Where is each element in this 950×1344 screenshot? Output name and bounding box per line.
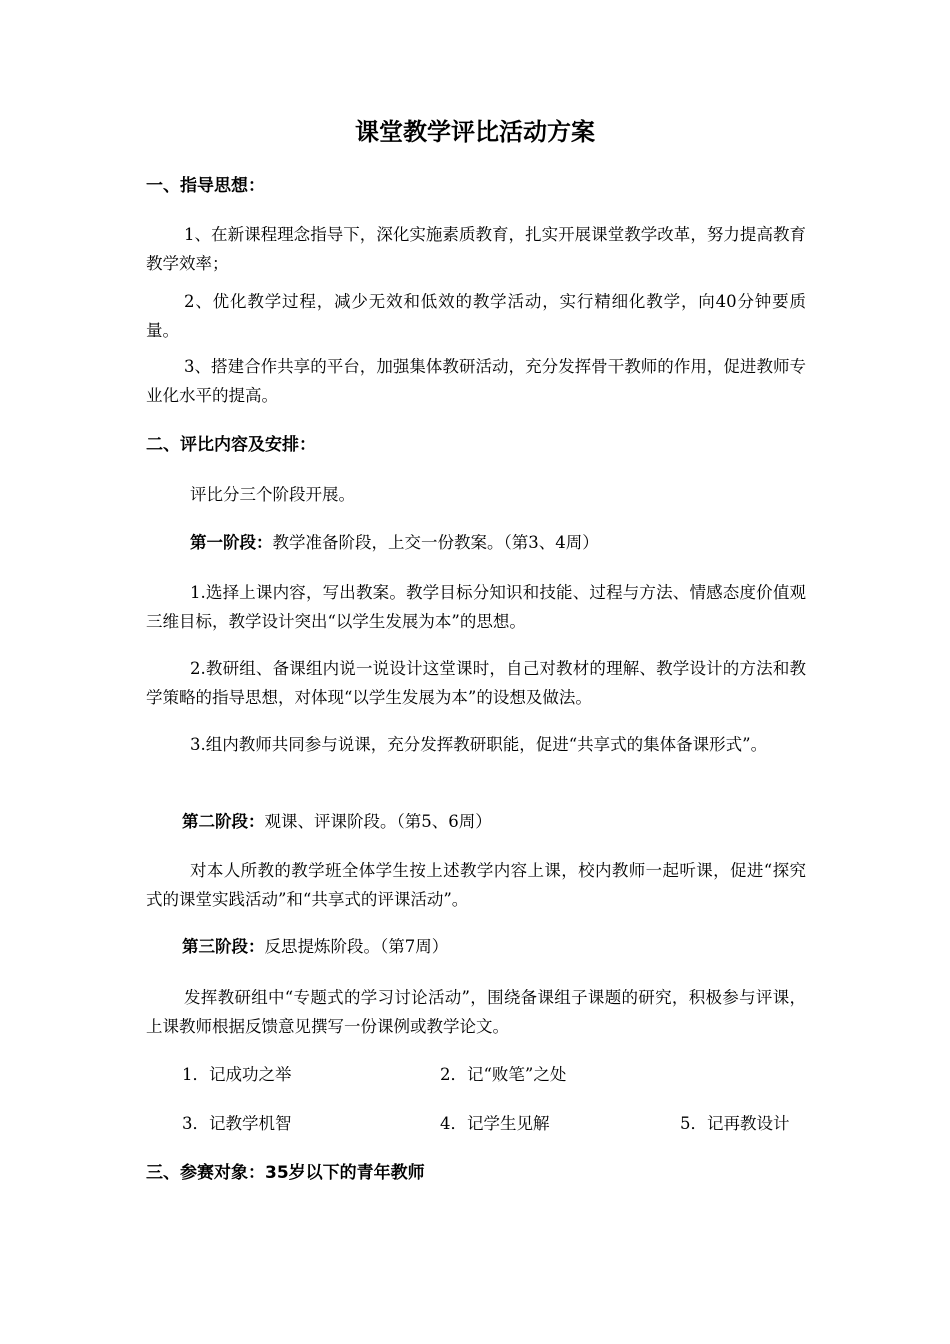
paragraph-guiding-3: 3、搭建合作共享的平台，加强集体教研活动，充分发挥骨干教师的作用，促进教师专业化水平的提高。 <box>146 357 806 405</box>
stage3-label: 第三阶段： <box>182 937 265 956</box>
reflection-item-5: 5．记再教设计 <box>680 1114 790 1133</box>
stage1-label: 第一阶段： <box>190 533 273 552</box>
section-heading-participants: 三、参赛对象：35岁以下的青年教师 <box>146 1163 425 1183</box>
stage1-item-3: 3.组内教师共同参与说课，充分发挥教研职能，促进“共享式的集体备课形式”。 <box>190 735 768 754</box>
stage2-text: 观课、评课阶段。（第5、6周） <box>264 812 492 831</box>
reflection-item-3: 3．记教学机智 <box>182 1114 292 1133</box>
section-heading-guiding-ideas: 一、指导思想： <box>146 176 265 196</box>
reflection-item-4: 4．记学生见解 <box>440 1114 550 1133</box>
stage1-line <box>190 530 599 556</box>
reflection-item-2: 2．记“败笔”之处 <box>440 1065 567 1084</box>
paragraph-guiding-2: 2、优化教学过程，减少无效和低效的教学活动，实行精细化教学，向40分钟要质量。 <box>146 292 806 340</box>
stage1-item-2: 2.教研组、备课组内说一说设计这堂课时，自己对教材的理解、教学设计的方法和教学策略的指导思想，对体现“以学生发展为本”的设想及做法。 <box>146 659 806 707</box>
stage3-description: 发挥教研组中“专题式的学习讨论活动”，围绕备课组子课题的研究，积极参与评课，上课教师根据反馈意见撰写一份课例或教学论文。 <box>146 988 806 1036</box>
section-heading-content-arrangement: 二、评比内容及安排： <box>146 435 316 455</box>
stage3-line <box>182 934 448 960</box>
stage3-text: 反思提炼阶段。（第7周） <box>264 937 449 956</box>
stage1-text: 教学准备阶段，上交一份教案。（第3、4周） <box>272 533 599 552</box>
paragraph-guiding-1: 1、在新课程理念指导下，深化实施素质教育，扎实开展课堂教学改革，努力提高教育教学效率； <box>146 225 806 273</box>
stage2-description: 对本人所教的教学班全体学生按上述教学内容上课，校内教师一起听课，促进“探究式的课堂实践活动”和“共享式的评课活动”。 <box>146 861 806 909</box>
stage2-line <box>182 809 492 835</box>
stages-intro: 评比分三个阶段开展。 <box>190 485 355 504</box>
document-title: 课堂教学评比活动方案 <box>355 118 595 146</box>
reflection-item-1: 1．记成功之举 <box>182 1065 292 1084</box>
stage1-item-1: 1.选择上课内容，写出教案。教学目标分知识和技能、过程与方法、情感态度价值观三维目标，教学设计突出“以学生发展为本”的思想。 <box>146 583 806 631</box>
stage2-label: 第二阶段： <box>182 812 265 831</box>
